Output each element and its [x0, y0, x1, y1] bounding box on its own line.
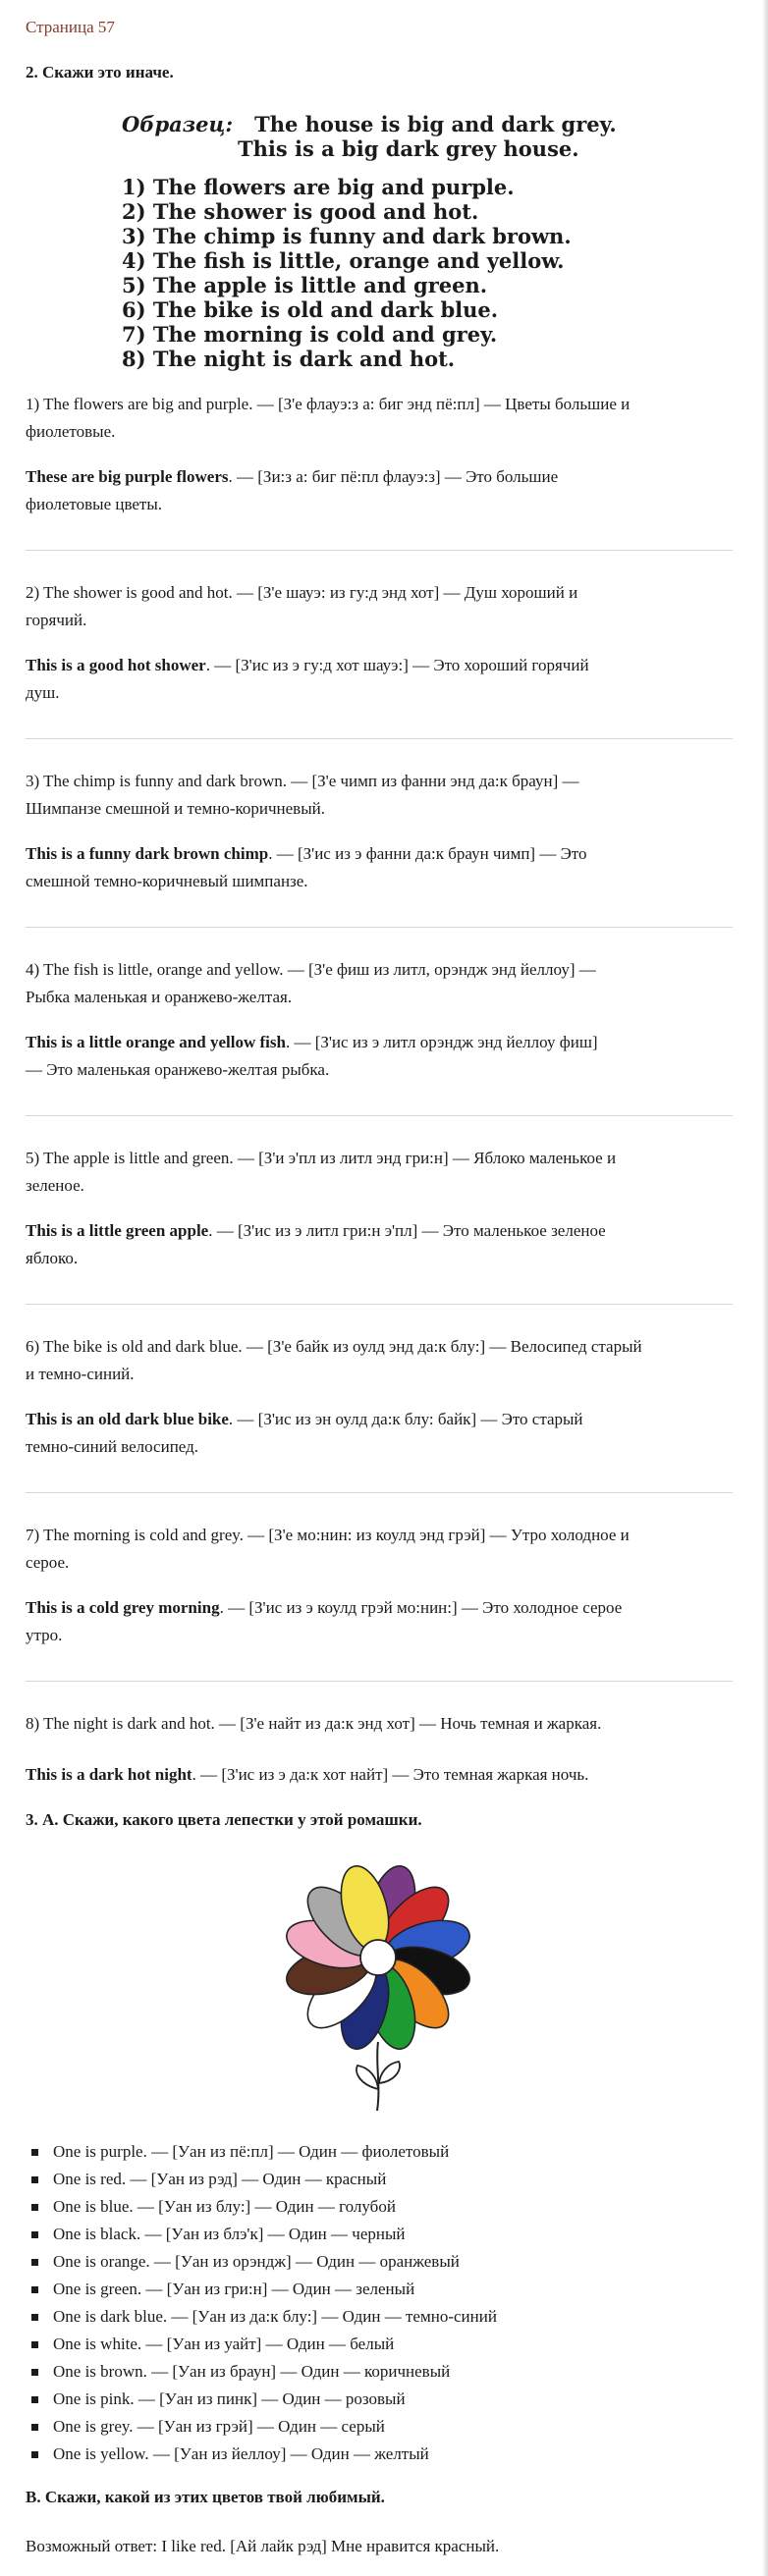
answer-text: . — [З'ис из э гу:д хот шауэ:] — Это хороший горячий [205, 656, 589, 674]
sample-row-1 [122, 112, 617, 136]
answer-line: смешной темно-коричневый шимпанзе. [26, 872, 308, 890]
flower-center [360, 1940, 396, 1975]
list-item: One is orange. — [Уан из орэндж] — Один — оранжевый [26, 2248, 497, 2276]
answer-line: фиолетовые цветы. [26, 495, 163, 513]
answer-bold: These are big purple flowers [26, 467, 229, 486]
list-item: One is yellow. — [Уан из йеллоу] — Один — желтый [26, 2441, 497, 2468]
separator [26, 1492, 733, 1493]
answer-text: . — [Зи:з а: биг пё:пл флауэ:з] — Это большие [228, 467, 559, 486]
flower-stem [377, 2042, 378, 2111]
list-item: One is blue. — [Уан из блу:] — Один — голубой [26, 2193, 497, 2221]
exercise-item: 6) The bike is old and dark blue. [122, 297, 499, 322]
exercise-item: 1) The flowers are big and purple. [122, 175, 515, 199]
question-line: серое. [26, 1553, 70, 1572]
answer-bold: This is a little orange and yellow fish [26, 1033, 286, 1051]
list-item: One is red. — [Уан из рэд] — Один — красный [26, 2166, 497, 2193]
answer-text: . — [З'ис из э коулд грэй мо:нин:] — Это холодное серое [219, 1598, 623, 1617]
list-item: One is pink. — [Уан из пинк] — Один — розовый [26, 2386, 497, 2413]
answer-line [26, 463, 558, 491]
exercise-item: 7) The morning is cold and grey. [122, 322, 498, 347]
list-item: One is green. — [Уан из гри:н] — Один — зеленый [26, 2276, 497, 2303]
colors-list [26, 2138, 497, 2468]
answer-bold: This is an old dark blue bike [26, 1410, 229, 1428]
exercise-item: 3) The chimp is funny and dark brown. [122, 224, 572, 248]
question-line: 4) The fish is little, orange and yellow. — [З'е фиш из литл, орэндж энд йеллоу] — [26, 960, 596, 979]
answer-line [26, 1029, 598, 1056]
answer-text: . — [З'ис из э да:к хот найт] — Это темная жаркая ночь. [192, 1765, 589, 1784]
list-item: One is brown. — [Уан из браун] — Один — коричневый [26, 2358, 497, 2386]
flower-leaf [379, 2062, 400, 2083]
answer-line [26, 1761, 588, 1789]
separator [26, 1115, 733, 1116]
list-item: One is black. — [Уан из блэ'к] — Один — черный [26, 2221, 497, 2248]
question-line: 3) The chimp is funny and dark brown. — [З'е чимп из фанни энд да:к браун] — [26, 772, 579, 790]
exercise-item: 8) The night is dark and hot. [122, 347, 456, 371]
answer-line: яблоко. [26, 1249, 79, 1267]
answer-line [26, 840, 587, 868]
sample-label: Образец: [122, 112, 234, 136]
sample-line-1: The house is big and dark grey. [254, 112, 617, 136]
answer-line: душ. [26, 683, 60, 702]
answer-line [26, 1594, 622, 1622]
answer-text: . — [З'ис из эн оулд да:к блу: байк] — Это старый [228, 1410, 583, 1428]
daisy-picture [263, 1857, 493, 2117]
sample-row-2 [122, 136, 617, 161]
task2-heading: 2. Скажи это иначе. [26, 63, 174, 81]
separator [26, 738, 733, 739]
page-edge [762, 0, 768, 2576]
answer-bold: This is a good hot shower [26, 656, 206, 674]
question-line: и темно-синий. [26, 1365, 135, 1383]
question-line: Рыбка маленькая и оранжево-желтая. [26, 988, 293, 1006]
flower-leaf [357, 2066, 378, 2089]
task3b-answer: Возможный ответ: I like red. [Ай лайк рэд] Мне нравится красный. [26, 2537, 500, 2555]
textbook-exercise [122, 112, 617, 371]
separator [26, 550, 733, 551]
question-line: фиолетовые. [26, 422, 116, 441]
question-line: 2) The shower is good and hot. — [З'е шауэ: из гу:д энд хот] — Душ хороший и [26, 583, 578, 602]
list-item: One is white. — [Уан из уайт] — Один — белый [26, 2331, 497, 2358]
answer-line [26, 652, 589, 679]
question-line: 5) The apple is little and green. — [З'и э'пл из литл энд гри:н] — Яблоко маленькое и [26, 1149, 617, 1167]
exercise-item: 5) The apple is little and green. [122, 273, 488, 297]
question-line: горячий. [26, 611, 87, 629]
answer-line: темно-синий велосипед. [26, 1437, 199, 1456]
separator [26, 1681, 733, 1682]
question-line: 6) The bike is old and dark blue. — [З'е байк из оулд энд да:к блу:] — Велосипед старый [26, 1337, 642, 1356]
exercise-item: 2) The shower is good and hot. [122, 199, 479, 224]
answer-bold: This is a dark hot night [26, 1765, 192, 1784]
answer-line [26, 1406, 583, 1433]
task3a-heading: 3. А. Скажи, какого цвета лепестки у этой ромашки. [26, 1810, 422, 1829]
answer-bold: This is a funny dark brown chimp [26, 844, 269, 863]
list-item: One is grey. — [Уан из грэй] — Один — серый [26, 2413, 497, 2441]
answer-line: — Это маленькая оранжево-желтая рыбка. [26, 1060, 330, 1079]
sample-line-2: This is a big dark grey house. [238, 136, 579, 161]
question-line: Шимпанзе смешной и темно-коричневый. [26, 799, 325, 818]
answer-line: утро. [26, 1626, 63, 1644]
answer-text: . — [З'ис из э литл гри:н э'пл] — Это маленькое зеленое [208, 1221, 606, 1240]
list-item: One is dark blue. — [Уан из да:к блу:] — Один — темно-синий [26, 2303, 497, 2331]
task3b-heading: B. Скажи, какой из этих цветов твой любимый. [26, 2488, 385, 2506]
answer-text: . — [З'ис из э фанни да:к браун чимп] — Это [268, 844, 587, 863]
separator [26, 1304, 733, 1305]
question-line: 8) The night is dark and hot. — [З'е найт из да:к энд хот] — Ночь темная и жаркая. [26, 1714, 602, 1733]
answer-line [26, 1217, 606, 1245]
answer-bold: This is a cold grey morning [26, 1598, 220, 1617]
answer-text: . — [З'ис из э литл орэндж энд йеллоу фиш] [285, 1033, 598, 1051]
question-line: 7) The morning is cold and grey. — [З'е мо:нин: из коулд энд грэй] — Утро холодное и [26, 1526, 630, 1544]
separator [26, 927, 733, 928]
page-number-label: Страница 57 [26, 18, 115, 36]
list-item: One is purple. — [Уан из пё:пл] — Один — фиолетовый [26, 2138, 497, 2166]
question-line: 1) The flowers are big and purple. — [З'е флауэ:з а: биг энд пё:пл] — Цветы большие и [26, 395, 631, 413]
exercise-item: 4) The fish is little, orange and yellow. [122, 248, 565, 273]
question-line: зеленое. [26, 1176, 84, 1195]
answer-bold: This is a little green apple [26, 1221, 209, 1240]
